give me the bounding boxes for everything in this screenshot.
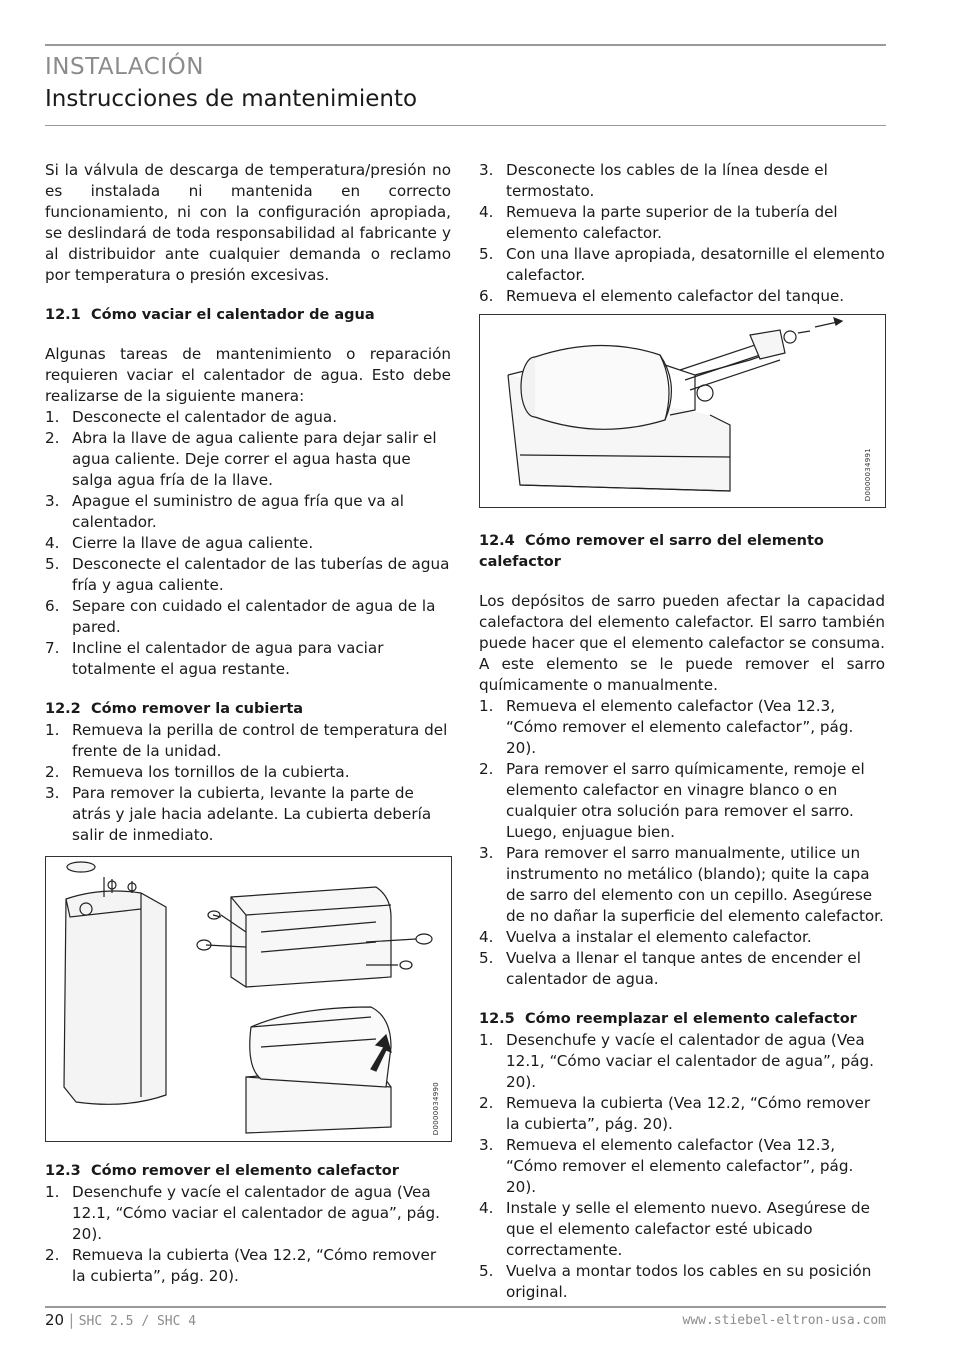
section-heading-12-3: 12.3 Cómo remover el elemento calefactor bbox=[45, 1163, 399, 1179]
list-item: 4. Instale y selle el elemento nuevo. Asegúrese de que el elemento calefactor esté ubicado correctamente. bbox=[479, 1199, 870, 1259]
list-item: 2. Remueva la cubierta (Vea 12.2, “Cómo remover la cubierta”, pág. 20). bbox=[45, 1246, 437, 1285]
footer-separator: | bbox=[68, 1311, 74, 1329]
list-item: 4. Remueva la parte superior de la tubería del elemento calefactor. bbox=[479, 203, 838, 242]
figure-code: D0000034990 bbox=[432, 1081, 440, 1135]
list-item: 2. Remueva la cubierta (Vea 12.2, “Cómo remover la cubierta”, pág. 20). bbox=[479, 1094, 871, 1133]
list-item: 6. Separe con cuidado el calentador de agua de la pared. bbox=[45, 597, 436, 636]
website-url: www.stiebel-eltron-usa.com bbox=[682, 1313, 886, 1328]
list-item: 1. Desenchufe y vacíe el calentador de agua (Vea 12.1, “Cómo vaciar el calentador de agua”, pág. 20). bbox=[479, 1031, 874, 1091]
section-12-5-steps bbox=[479, 1030, 885, 1303]
section-12-1-steps bbox=[45, 407, 451, 680]
figure-code: D0000034991 bbox=[864, 447, 872, 501]
section-heading-12-1: 12.1 Cómo vaciar el calentador de agua bbox=[45, 307, 375, 323]
header-top-rule bbox=[45, 44, 886, 46]
list-item: 5. Con una llave apropiada, desatornille el elemento calefactor. bbox=[479, 245, 885, 284]
list-item: 5. Vuelva a llenar el tanque antes de encender el calentador de agua. bbox=[479, 949, 861, 988]
section-heading-12-2: 12.2 Cómo remover la cubierta bbox=[45, 701, 304, 717]
list-item: 5. Vuelva a montar todos los cables en su posición original. bbox=[479, 1262, 872, 1301]
heating-element-figure bbox=[479, 314, 886, 508]
list-item: 6. Remueva el elemento calefactor del tanque. bbox=[479, 287, 845, 305]
cover-removal-figure bbox=[45, 856, 452, 1142]
list-item: 4. Cierre la llave de agua caliente. bbox=[45, 534, 314, 552]
section-12-4-intro: Los depósitos de sarro pueden afectar la capacidad calefactora del elemento calefactor. El sarro también puede hacer que el elemento calefactor se consuma. A este elemento se le puede remover el sarro químicamente o manualmente. bbox=[479, 592, 885, 694]
list-item: 3. Desconecte los cables de la línea desde el termostato. bbox=[479, 161, 828, 200]
section-12-3-steps-part1 bbox=[45, 1182, 451, 1287]
list-item: 3. Para remover el sarro manualmente, utilice un instrumento no metálico (blando); quite la capa de sarro del elemento con un cepillo. Asegúrese de no dañar la superficie del elemento calefactor. bbox=[479, 844, 884, 925]
list-item: 2. Para remover el sarro químicamente, remoje el elemento calefactor en vinagre blanco o en cualquier otra solución para remover el sarro. Luego, enjuague bien. bbox=[479, 760, 865, 841]
cover-removal-illustration bbox=[46, 857, 451, 1141]
page-title: Instrucciones de mantenimiento bbox=[45, 86, 418, 112]
list-item: 1. Remueva la perilla de control de temperatura del frente de la unidad. bbox=[45, 721, 448, 760]
list-item: 1. Desconecte el calentador de agua. bbox=[45, 408, 338, 426]
list-item: 4. Vuelva a instalar el elemento calefactor. bbox=[479, 928, 812, 946]
page-number: 20 bbox=[45, 1311, 65, 1329]
section-12-3-steps-part2 bbox=[479, 160, 885, 307]
left-column bbox=[45, 160, 451, 1287]
model-label: SHC 2.5 / SHC 4 bbox=[78, 1314, 197, 1329]
section-12-4-steps bbox=[479, 696, 885, 990]
list-item: 1. Remueva el elemento calefactor (Vea 12.3, “Cómo remover el elemento calefactor”, pág. 20). bbox=[479, 697, 854, 757]
list-item: 3. Remueva el elemento calefactor (Vea 12.3, “Cómo remover el elemento calefactor”, pág. 20). bbox=[479, 1136, 854, 1196]
section-12-2-steps bbox=[45, 720, 451, 846]
section-heading-12-4: 12.4 Cómo remover el sarro del elemento calefactor bbox=[479, 533, 824, 570]
list-item: 3. Apague el suministro de agua fría que va al calentador. bbox=[45, 492, 405, 531]
list-item: 2. Remueva los tornillos de la cubierta. bbox=[45, 763, 350, 781]
right-column bbox=[479, 160, 885, 1303]
section-label: INSTALACIÓN bbox=[45, 54, 204, 80]
list-item: 7. Incline el calentador de agua para vaciar totalmente el agua restante. bbox=[45, 639, 384, 678]
section-heading-12-5: 12.5 Cómo reemplazar el elemento calefactor bbox=[479, 1011, 857, 1027]
list-item: 1. Desenchufe y vacíe el calentador de agua (Vea 12.1, “Cómo vaciar el calentador de agua”, pág. 20). bbox=[45, 1183, 440, 1243]
section-12-1-intro: Algunas tareas de mantenimiento o reparación requieren vaciar el calentador de agua. Esto debe realizarse de la siguiente manera: bbox=[45, 345, 451, 405]
header-bottom-rule bbox=[45, 125, 886, 126]
footer-rule bbox=[45, 1306, 886, 1308]
intro-paragraph: Si la válvula de descarga de temperatura/presión no es instalada ni mantenida en correcto funcionamiento, ni con la configuración apropiada, se deslindará de toda responsabilidad al fabricante y al distribuidor ante cualquier demanda o reclamo por temperatura o presión excesivas. bbox=[45, 161, 451, 284]
list-item: 5. Desconecte el calentador de las tuberías de agua fría y agua caliente. bbox=[45, 555, 450, 594]
footer-page-info bbox=[45, 1311, 196, 1329]
list-item: 3. Para remover la cubierta, levante la parte de atrás y jale hacia adelante. La cubierta debería salir de inmediato. bbox=[45, 784, 432, 844]
list-item: 2. Abra la llave de agua caliente para dejar salir el agua caliente. Deje correr el agua hasta que salga agua fría de la llave. bbox=[45, 429, 437, 489]
heating-element-illustration bbox=[480, 315, 885, 507]
